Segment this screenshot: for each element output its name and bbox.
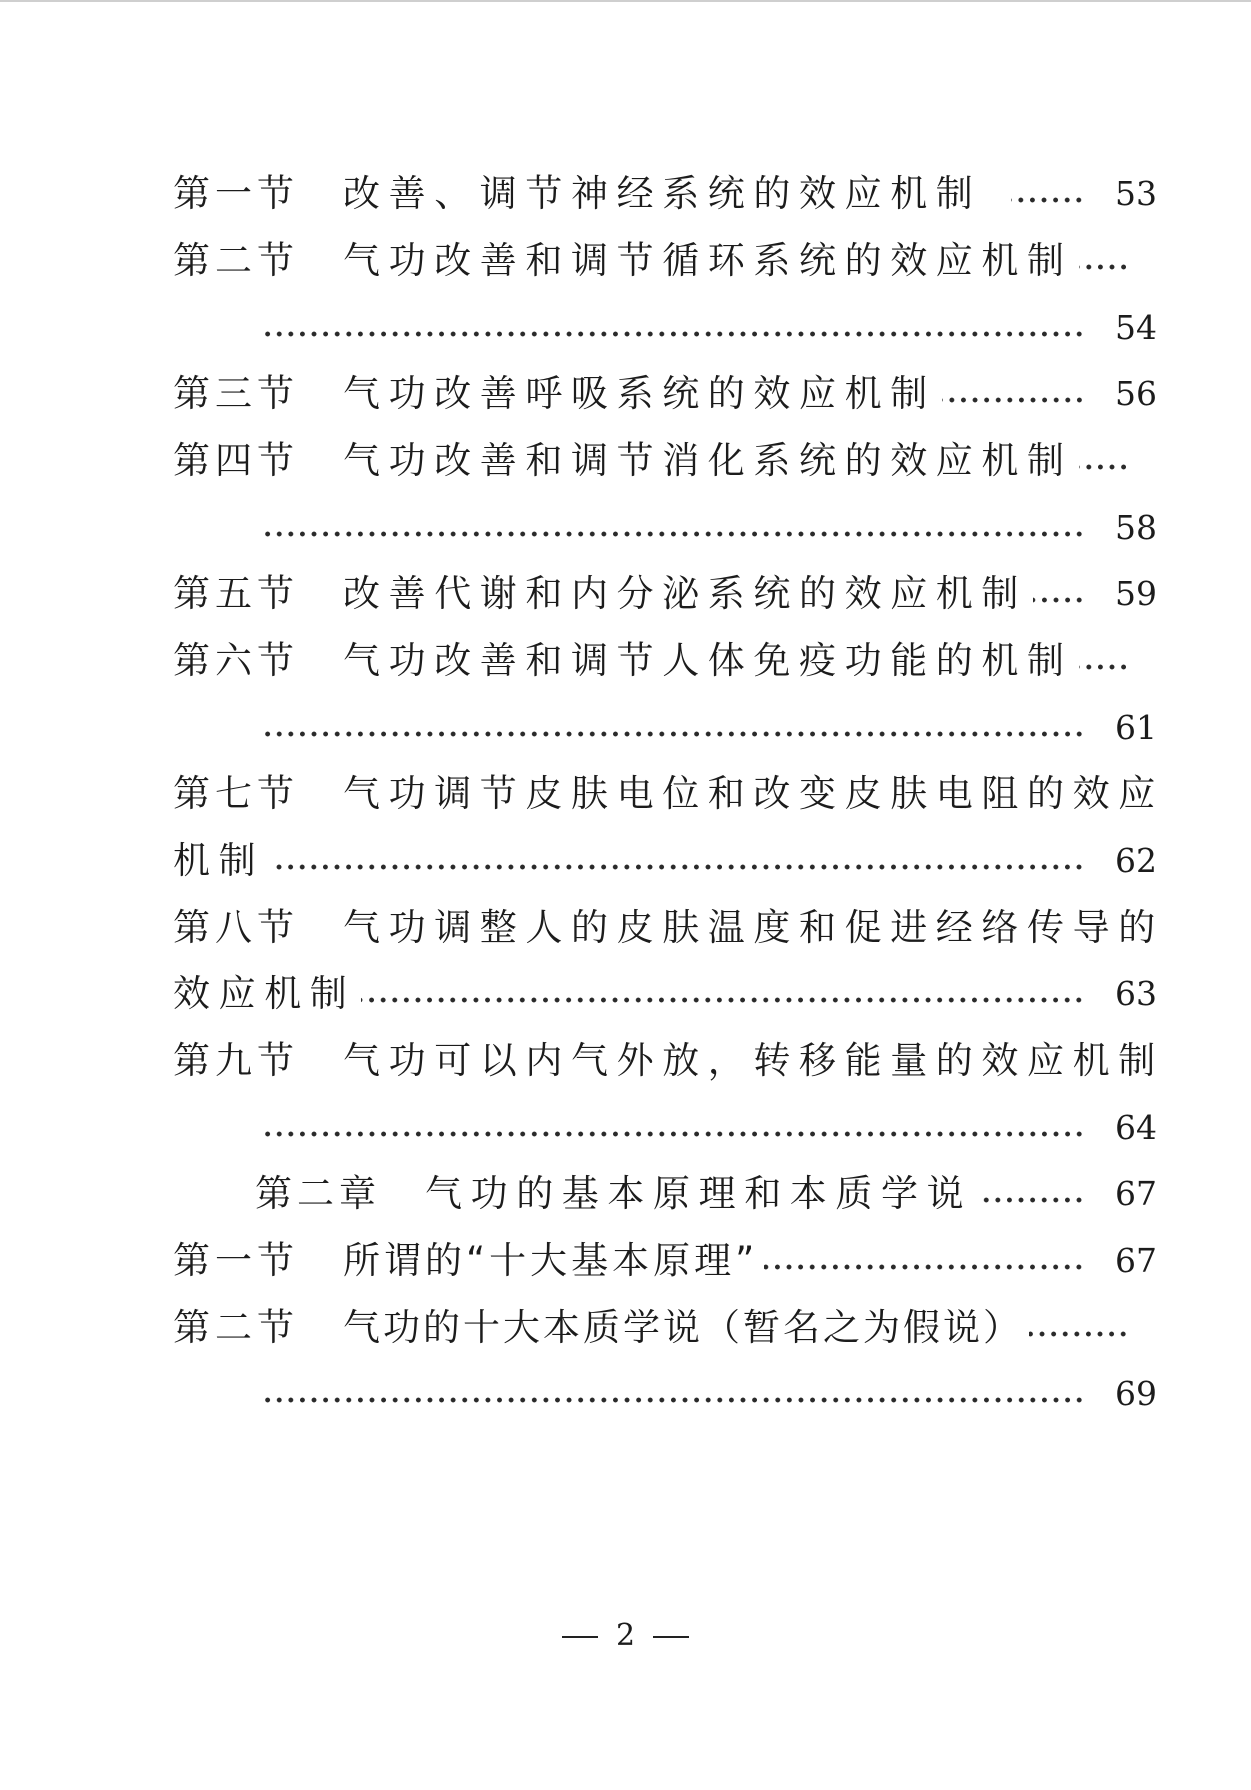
toc-entry[interactable] <box>173 438 1129 484</box>
page-number: 67 <box>1115 1241 1157 1280</box>
page-number: 67 <box>1115 1174 1157 1213</box>
toc-entry-continuation[interactable] <box>173 971 1157 1017</box>
section-label: 第七节 <box>173 772 299 815</box>
dot-leader <box>262 529 1085 539</box>
section-title: 所谓的“十大基本原理” <box>343 1239 759 1282</box>
section-label: 第九节 <box>173 1039 299 1082</box>
dot-leader <box>1079 262 1129 272</box>
dot-leader <box>1033 595 1085 605</box>
section-title: 气功改善和调节人体免疫功能的机制 <box>343 639 1073 682</box>
page-number: 58 <box>1115 508 1157 547</box>
toc-entry-continuation[interactable] <box>262 305 1157 351</box>
section-label: 第八节 <box>173 906 299 949</box>
page-number: 54 <box>1115 308 1157 347</box>
toc-entry[interactable] <box>173 1038 1164 1084</box>
chapter-title: 气功的基本原理和本质学说 <box>425 1172 973 1215</box>
toc-entry-continuation[interactable] <box>262 505 1157 551</box>
dot-leader <box>1011 195 1085 205</box>
section-title: 气功可以内气外放，转移能量的效应机制 <box>343 1039 1164 1082</box>
toc-entry[interactable] <box>173 238 1129 284</box>
dot-leader <box>1079 662 1129 672</box>
toc-entry[interactable] <box>173 1305 1129 1351</box>
section-label: 第四节 <box>173 439 299 482</box>
toc-entry[interactable] <box>173 638 1129 684</box>
section-title: 改善代谢和内分泌系统的效应机制 <box>343 572 1027 615</box>
page-number: 69 <box>1115 1374 1157 1413</box>
dot-leader <box>262 1395 1085 1405</box>
section-label: 第一节 <box>173 172 299 215</box>
dot-leader <box>764 1262 1085 1272</box>
page-number: 56 <box>1115 374 1157 413</box>
section-title: 气功调节皮肤电位和改变皮肤电阻的效应 <box>343 772 1164 815</box>
section-title: 气功改善呼吸系统的效应机制 <box>343 372 936 415</box>
chapter-entry[interactable] <box>255 1171 1157 1217</box>
toc-entry-continuation[interactable] <box>262 705 1157 751</box>
section-label: 第五节 <box>173 572 299 615</box>
toc-entry-continuation[interactable] <box>262 1105 1157 1151</box>
section-title: 气功调整人的皮肤温度和促进经络传导的 <box>343 906 1164 949</box>
toc-entry[interactable] <box>173 1238 1157 1284</box>
section-label: 第三节 <box>173 372 299 415</box>
dot-leader <box>942 395 1085 405</box>
section-title: 气功改善和调节循环系统的效应机制 <box>343 239 1073 282</box>
section-label: 第二节 <box>173 1306 299 1349</box>
section-title: 气功的十大本质学说（暂名之为假说） <box>343 1306 1023 1349</box>
page-number: 53 <box>1115 174 1157 213</box>
toc-entry[interactable] <box>173 771 1164 817</box>
section-title-continued: 机制 <box>173 839 265 882</box>
toc-entry[interactable] <box>173 171 1157 217</box>
page-number: 62 <box>1115 841 1157 880</box>
section-title: 改善、调节神经系统的效应机制 <box>343 172 982 215</box>
dot-leader <box>262 329 1085 339</box>
section-label: 第一节 <box>173 1239 299 1282</box>
toc-entry[interactable] <box>173 571 1157 617</box>
footer-dash-right <box>653 1636 689 1638</box>
dot-leader <box>978 1195 1085 1205</box>
dot-leader <box>361 995 1085 1005</box>
toc-entry[interactable] <box>173 905 1164 951</box>
footer-dash-left <box>562 1636 598 1638</box>
page-number: 59 <box>1115 574 1157 613</box>
section-label: 第二节 <box>173 239 299 282</box>
dot-leader <box>270 862 1085 872</box>
toc-entry-continuation[interactable] <box>173 838 1157 884</box>
dot-leader <box>262 1129 1085 1139</box>
page-number: 64 <box>1115 1108 1157 1147</box>
page-number: 61 <box>1115 708 1157 747</box>
page-number: 63 <box>1115 974 1157 1013</box>
section-label: 第六节 <box>173 639 299 682</box>
section-title: 气功改善和调节消化系统的效应机制 <box>343 439 1073 482</box>
dot-leader <box>1079 462 1129 472</box>
page-footer <box>0 1618 1251 1653</box>
dot-leader <box>262 729 1085 739</box>
footer-page-number: 2 <box>615 1618 636 1653</box>
toc-entry[interactable] <box>173 371 1157 417</box>
section-title-continued: 效应机制 <box>173 972 356 1015</box>
toc-entry-continuation[interactable] <box>262 1371 1157 1417</box>
chapter-label: 第二章 <box>255 1172 381 1215</box>
dot-leader <box>1029 1329 1129 1339</box>
